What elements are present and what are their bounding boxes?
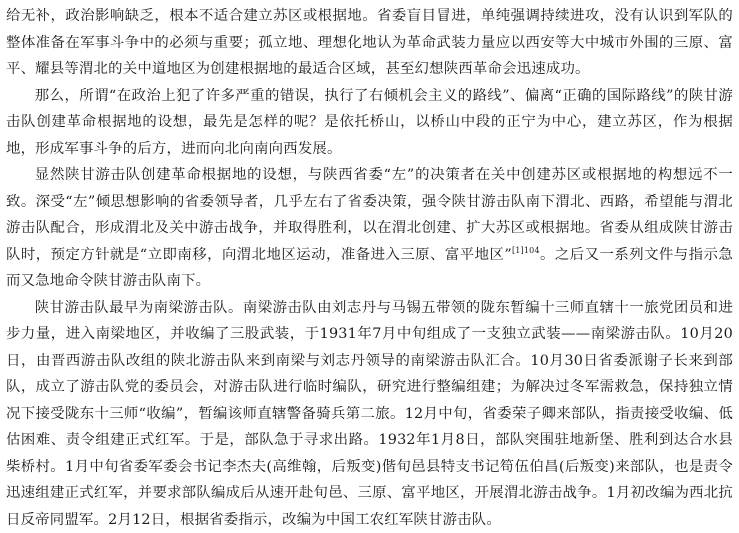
paragraph-1 [6, 3, 733, 83]
paragraph-3-text-after: 。之后又一系列文件与指示急而又急地命令陕甘游击队南下。 [6, 246, 733, 289]
paragraph-1-text: 给无补，政治影响缺乏，根本不适合建立苏区或根据地。省委盲目冒进，单纯强调持续进攻，没有认识到军队的整体准备在军事斗争中的必须与重要；孤立地、理想化地认为革命武装力量应以西安等大中城市外围的三原、富平、耀县等渭北的关中道地区为创建根据地的最适合区域，甚至幻想陕西革命会迅速成功。 [6, 8, 733, 77]
paragraph-3 [6, 162, 733, 295]
paragraph-2-text: 那么，所谓“在政治上犯了许多严重的错误，执行了右倾机会主义的路线”、偏离“正确的国际路线”的陕甘游击队创建革命根据地的设想，最先是怎样的呢？是依托桥山，以桥山中段的正宁为中心，建立苏区，作为根据地，形成军事斗争的后方，进而向北向南向西发展。 [6, 87, 733, 157]
paragraph-2 [6, 83, 733, 163]
paragraph-4-text: 陕甘游击队最早为南梁游击队。南梁游击队由刘志丹与马锡五带领的陇东暂编十三师直辖十一旅党团员和进步力量，进入南梁地区，并收编了三股武装，于1931年7月中旬组成了一支独立武装——南梁游击队。10月20日，由晋西游击队改组的陕北游击队来到南梁与刘志丹领导的南梁游击队汇合。10月30日省委派谢子长来到部队，成立了游击队党的委员会，对游击队进行临时编队，研究进行整编组建；为解决过冬军需救急，保持独立情况下接受陇东十三师“收编”，暂编该师直辖警备骑兵第二旅。12月中旬，省委荣子卿来部队，指责接受收编、低估困难、责令组建正式红军。于是，部队急于寻求出路。1932年1月8日，部队突围驻地新堡、胜利到达合水县柴桥村。1月中旬省委军委会书记李杰夫(高维翰，后叛变)偕旬邑县特支书记笱伍伯昌(后叛变)来部队，也是责令迅速组建正式红军，并要求部队编成后从速开赴旬邑、三原、富平地区，开展渭北游击战争。1月初改编为西北抗日反帝同盟军。2月12日，根据省委指示，改编为中国工农红军陕甘游击队。 [6, 299, 733, 528]
paragraph-3-text: 显然陕甘游击队创建革命根据地的设想，与陕西省委“左”的决策者在关中创建苏区或根据地的构想远不一致。深受“左”倾思想影响的省委领导者，几乎左右了省委决策，强令陕甘游击队南下渭北、西路，希望能与渭北游击队配合，形成渭北及关中游击战争，并取得胜利，以在渭北创建、扩大苏区或根据地。省委从组成陕甘游击队时，预定方针就是“立即南移，向渭北地区运动，准备进入三原、富平地区” [6, 167, 733, 263]
citation-superscript: [1]104 [511, 245, 540, 255]
paragraph-4 [6, 295, 733, 533]
